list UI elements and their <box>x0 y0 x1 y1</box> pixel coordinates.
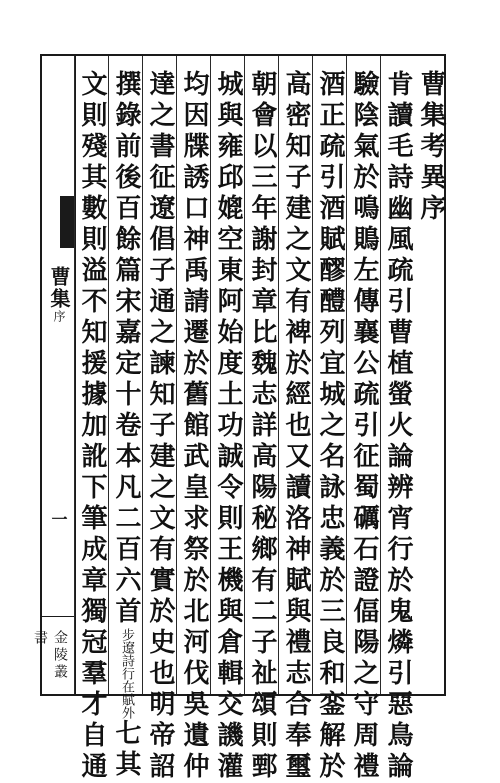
column-text: 文則殘其數則溢不知援據加訛下筆成章獨冠羣才自通 <box>77 70 107 783</box>
text-column <box>176 56 210 783</box>
column-text: 均因牒誘口神禹請遷於舊館武皇求祭於北河伐吳遺仲 <box>179 70 209 783</box>
text-frame <box>74 54 446 783</box>
column-text: 達之書征遼倡子通之諫知子建之文有實於史也明帝詔 <box>145 70 175 783</box>
leaf-number: 一 <box>49 511 68 527</box>
column-text: 城與雍邱媲空東阿始度土功誠令則王機與倉輯交譏灌 <box>213 70 243 783</box>
column-text: 酒正疏引酒賦醪醴列宜城之名詠忠義於三良和銮解於 <box>315 70 345 783</box>
edge-book-title <box>44 266 74 324</box>
interlinear-note: 步遼詩行在賦外 <box>119 628 134 719</box>
column-text: 肯讀毛詩幽風疏引曹植螢火論辨宵行於鬼燐引惡鳥論 <box>383 70 413 783</box>
publisher-imprint: 金陵叢書 <box>32 630 68 681</box>
column-tail-text: 七其 <box>111 719 141 781</box>
text-column <box>278 56 312 783</box>
text-column <box>74 56 108 783</box>
column-text: 朝會以三年謝封章比魏志詳高陽秘鄉有二子祉頌則鄄 <box>247 70 277 783</box>
fore-edge-strip <box>32 54 74 696</box>
edge-title-rest: 集 <box>47 288 71 310</box>
text-column <box>210 56 244 783</box>
column-text: 高密知子建之文有裨於經也又讀洛神賦與禮志合奉璽 <box>281 70 311 783</box>
text-column <box>244 56 278 783</box>
edge-title-text: 曹 <box>47 266 71 288</box>
text-column <box>142 56 176 783</box>
column-text: 驗陰氣於鳴鵙左傳襄公疏引征蜀礪石證偪陽之守周禮 <box>349 70 379 783</box>
column-text <box>109 70 143 781</box>
column-text: 曹集考異序 <box>416 70 446 225</box>
text-column <box>108 56 142 781</box>
text-column <box>346 56 380 783</box>
column-main-text: 撰錄前後百餘篇宋嘉定十卷本凡二百六首 <box>111 70 141 628</box>
edge-section-label: 序 <box>52 310 66 324</box>
text-column <box>414 56 448 694</box>
text-column <box>312 56 346 783</box>
text-column <box>380 56 414 783</box>
edge-divider <box>42 616 74 617</box>
fish-tail-mark <box>60 196 74 248</box>
